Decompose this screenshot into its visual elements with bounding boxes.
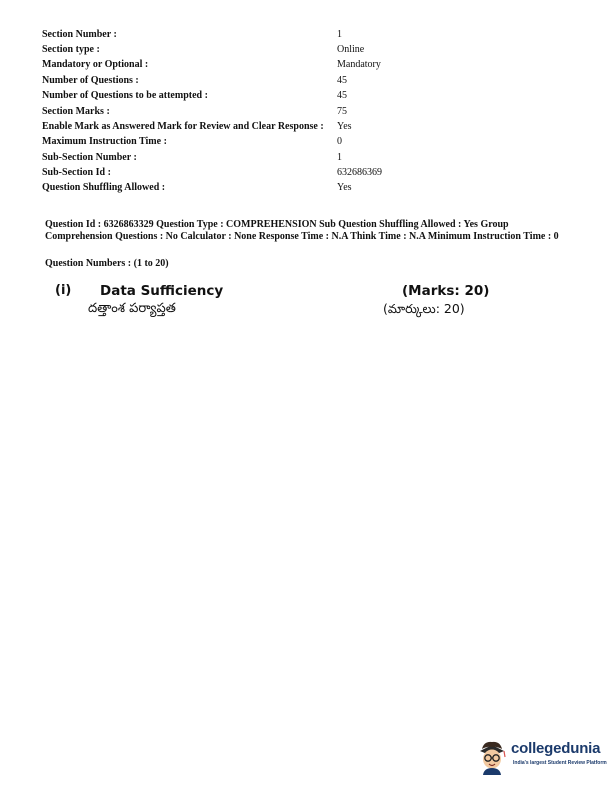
info-row bbox=[42, 165, 442, 180]
info-value: 1 bbox=[337, 28, 342, 40]
info-label: Maximum Instruction Time : bbox=[42, 136, 167, 148]
info-value: 45 bbox=[337, 74, 347, 86]
info-value: Yes bbox=[337, 120, 352, 132]
info-value: 75 bbox=[337, 105, 347, 117]
info-row bbox=[42, 42, 442, 57]
info-row bbox=[42, 150, 442, 165]
logo-tagline: India's largest Student Review Platform bbox=[513, 760, 607, 766]
info-value: Mandatory bbox=[337, 59, 381, 71]
info-value: 0 bbox=[337, 136, 342, 148]
student-mascot-icon bbox=[476, 737, 508, 775]
question-info: Question Id : 6326863329 Question Type : COMPREHENSION Sub Question Shuffling Allowed : Yes Group Comprehension Questions : No Calculator : None Response Time : N.A Think Time : N.A Minimum Instruction Time : 0 bbox=[45, 219, 559, 242]
section-title-telugu: దత్తాంశ పర్యాప్తత bbox=[88, 301, 176, 316]
info-row bbox=[42, 104, 442, 119]
info-value: 632686369 bbox=[337, 167, 382, 179]
info-label: Question Shuffling Allowed : bbox=[42, 182, 166, 194]
info-label: Section Number : bbox=[42, 28, 117, 40]
section-title: Data Sufficiency bbox=[100, 283, 224, 299]
section-roman-numeral: (i) bbox=[55, 283, 72, 298]
info-value: Online bbox=[337, 44, 365, 56]
info-label: Number of Questions to be attempted : bbox=[42, 90, 208, 102]
info-value: Yes bbox=[337, 182, 352, 194]
info-label: Sub-Section Number : bbox=[42, 151, 137, 163]
info-row bbox=[42, 119, 442, 134]
info-label: Sub-Section Id : bbox=[42, 167, 111, 179]
section-marks: (Marks: 20) bbox=[402, 283, 490, 299]
info-label: Section Marks : bbox=[42, 105, 110, 117]
info-value: 45 bbox=[337, 90, 347, 102]
info-row bbox=[42, 27, 442, 42]
info-value: 1 bbox=[337, 151, 342, 163]
logo-name: collegedunia bbox=[511, 740, 601, 757]
question-numbers: Question Numbers : (1 to 20) bbox=[45, 258, 169, 269]
info-row bbox=[42, 58, 442, 73]
info-row bbox=[42, 135, 442, 150]
info-label: Section type : bbox=[42, 44, 100, 56]
section-marks-telugu: (మార్కులు: 20) bbox=[383, 301, 465, 316]
section-info-table bbox=[42, 27, 442, 196]
collegedunia-logo bbox=[476, 737, 606, 777]
info-label: Mandatory or Optional : bbox=[42, 59, 149, 71]
info-row bbox=[42, 181, 442, 196]
info-label: Enable Mark as Answered Mark for Review and Clear Response : bbox=[42, 120, 324, 132]
info-label: Number of Questions : bbox=[42, 74, 139, 86]
info-row bbox=[42, 89, 442, 104]
info-row bbox=[42, 73, 442, 88]
